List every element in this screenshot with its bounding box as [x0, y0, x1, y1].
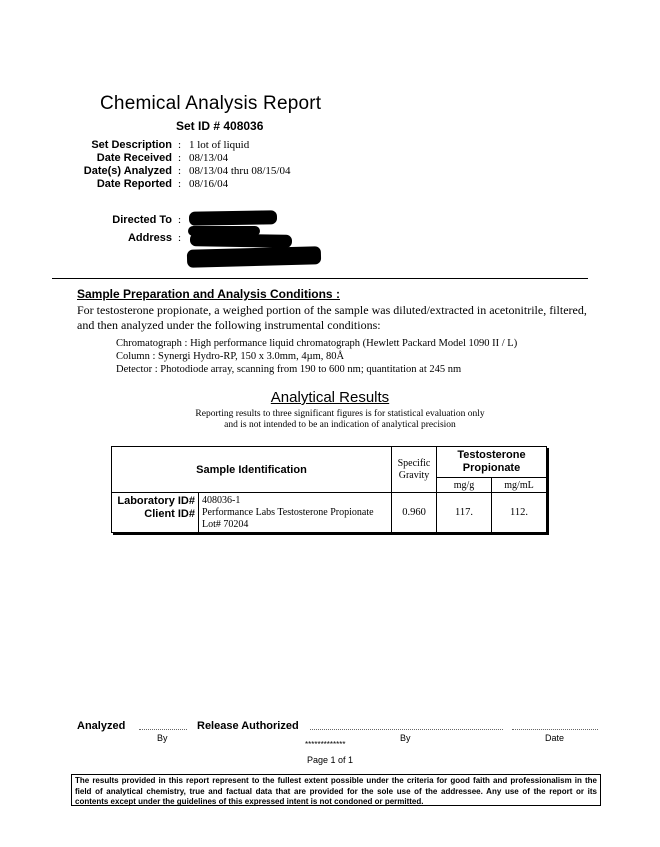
results-table [111, 446, 547, 533]
column-line: Column : Synergi Hydro-RP, 150 x 3.0mm, 4µm, 80Å [116, 351, 345, 362]
id-labels [112, 493, 199, 533]
disclaimer-box: The results provided in this report represent to the fullest extent possible under the criteria for good faith and professionalism in the field of analytical chemistry, true and factual data that are provided for the sole use of the addressee. Any use of the report or its contents except under the guidelines of this expressed intent is not condoned or permitted. [71, 774, 601, 806]
redaction-mark [187, 246, 321, 268]
date-received-value: 08/13/04 [189, 152, 229, 164]
colon: : [178, 139, 182, 151]
section-divider [52, 278, 588, 279]
report-title: Chemical Analysis Report [100, 93, 322, 114]
date-line [512, 729, 598, 730]
conditions-paragraph: For testosterone propionate, a weighed portion of the sample was diluted/extracted in acetonitrile, filtered, and then analyzed under the following instrumental conditions: [77, 303, 587, 332]
mg-g-value: 117. [437, 493, 492, 533]
laboratory-id-label: Laboratory ID# [117, 495, 195, 507]
set-description-label: Set Description [91, 139, 172, 151]
date-reported-value: 08/16/04 [189, 178, 229, 190]
date-received-label: Date Received [96, 152, 172, 164]
specific-gravity-value: 0.960 [392, 493, 437, 533]
analyzed-signature-line [139, 729, 187, 730]
redaction-mark [189, 210, 277, 226]
date-reported-label: Date Reported [96, 178, 172, 190]
stars-separator: ************* [305, 740, 346, 749]
dates-analyzed-value: 08/13/04 thru 08/15/04 [189, 165, 291, 177]
client-id-value: Performance Labs Testosterone Propionate [202, 507, 374, 518]
mg-ml-value: 112. [492, 493, 547, 533]
chromatograph-line: Chromatograph : High performance liquid chromatograph (Hewlett Packard Model 1090 II / L) [116, 338, 518, 349]
table-row [112, 493, 547, 533]
unit-mg-g: mg/g [437, 478, 492, 493]
analyzed-label: Analyzed [77, 720, 126, 732]
release-signature-line [310, 729, 503, 730]
date-label: Date [545, 733, 565, 743]
by-label-1: By [157, 733, 168, 743]
by-label-2: By [400, 733, 411, 743]
colon: : [178, 232, 182, 244]
results-note-line1: Reporting results to three significant figures is for statistical evaluation only [195, 409, 485, 419]
redaction-mark [190, 233, 292, 248]
directed-to-label: Directed To [112, 214, 172, 226]
results-heading: Analytical Results [270, 389, 390, 406]
set-id: Set ID # 408036 [176, 119, 264, 133]
release-authorized-label: Release Authorized [197, 720, 299, 732]
id-values [199, 493, 392, 533]
column-header-analyte: Testosterone Propionate [437, 447, 547, 478]
set-description-value: 1 lot of liquid [189, 139, 250, 151]
client-id-label: Client ID# [144, 508, 195, 520]
dates-analyzed-label: Date(s) Analyzed [83, 165, 172, 177]
page-number: Page 1 of 1 [306, 755, 354, 765]
table-header-row [112, 447, 547, 478]
colon: : [178, 165, 182, 177]
colon: : [178, 178, 182, 190]
column-header-specific-gravity: Specific Gravity [392, 447, 437, 493]
detector-line: Detector : Photodiode array, scanning from 190 to 600 nm; quantitation at 245 nm [116, 364, 462, 375]
colon: : [178, 152, 182, 164]
conditions-heading: Sample Preparation and Analysis Conditions : [77, 287, 340, 301]
client-lot-value: Lot# 70204 [202, 519, 249, 530]
unit-mg-ml: mg/mL [492, 478, 547, 493]
colon: : [178, 214, 182, 226]
address-label: Address [127, 232, 172, 244]
laboratory-id-value: 408036-1 [202, 495, 241, 506]
results-note-line2: and is not intended to be an indication of analytical precision [224, 420, 456, 430]
column-header-sample: Sample Identification [112, 447, 392, 493]
